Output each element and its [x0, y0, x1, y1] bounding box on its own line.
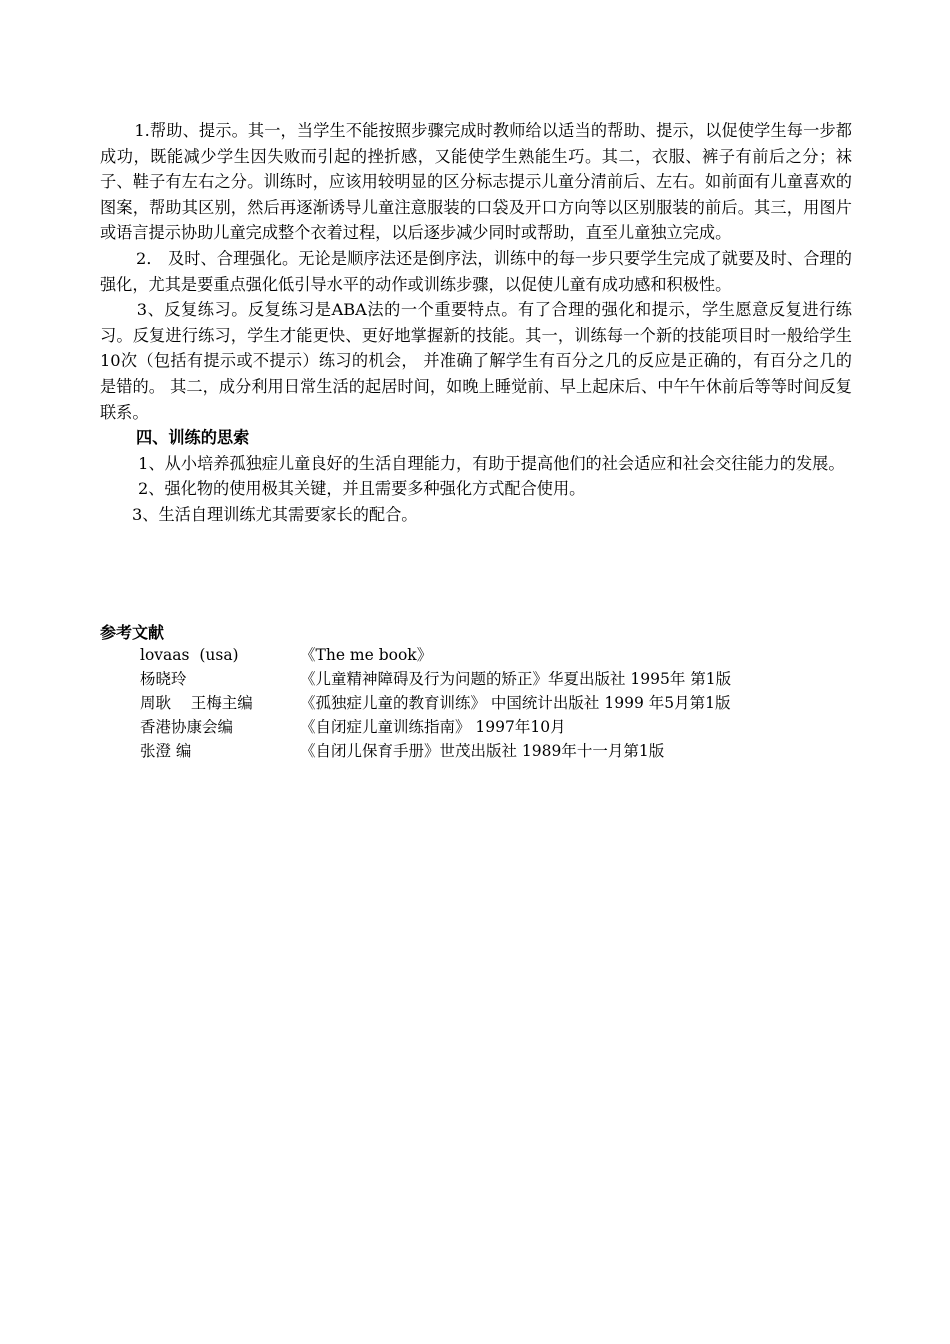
reference-row: [140, 643, 432, 667]
paragraph-prompting: 1.帮助、提示。其一，当学生不能按照步骤完成时教师给以适当的帮助、提示，以促使学生每一步都成功，既能减少学生因失败而引起的挫折感，又能使学生熟能生巧。其二，衣服、裤子有前后之分；袜子、鞋子有左右之分。训练时，应该用较明显的区分标志提示儿童分清前后、左右。如前面有儿童喜欢的图案，帮助其区别，然后再逐渐诱导儿童注意服装的口袋及开口方向等以区别服装的前后。其三，用图片或语言提示协助儿童完成整个衣着过程，以后逐步减少同时或帮助，直至儿童独立完成。: [100, 121, 852, 243]
reference-work: 《自闭儿保育手册》世茂出版社 1989年十一月第1版: [300, 742, 665, 760]
reference-author: 周耿 王梅主编: [140, 694, 253, 712]
reflection-item-1: 1、从小培养孤独症儿童良好的生活自理能力，有助于提高他们的社会适应和社会交往能力的发展。: [122, 453, 845, 473]
reference-work: 《儿童精神障碍及行为问题的矫正》华夏出版社 1995年 第1版: [300, 670, 732, 688]
section-heading-reflection: 四、训练的思索: [136, 428, 250, 448]
reference-author: 杨晓玲: [140, 670, 187, 688]
reference-row: [140, 667, 731, 691]
reference-author: 香港协康会编: [140, 718, 234, 736]
reflection-item-2: 2、强化物的使用极其关键，并且需要多种强化方式配合使用。: [138, 479, 586, 499]
paragraph-reinforcement: 2． 及时、合理强化。无论是顺序法还是倒序法，训练中的每一步只要学生完成了就要及时、合理的强化，尤其是要重点强化低引导水平的动作或训练步骤，以促使儿童有成功感和积极性。: [100, 248, 852, 294]
reflection-item-3: 3、生活自理训练尤其需要家长的配合。: [132, 504, 418, 524]
paragraph-repetition: 3、反复练习。反复练习是ABA法的一个重要特点。有了合理的强化和提示，学生愿意反复进行练习。反复进行练习，学生才能更快、更好地掌握新的技能。其一，训练每一个新的技能项目时一般给学生10次（包括有提示或不提示）练习的机会， 并准确了解学生有百分之几的反应是正确的，有百分之几的是错的。 其二，成分利用日常生活的起居时间，如晚上睡觉前、早上起床后、中午午休前后等等时间反复联系。: [100, 300, 852, 422]
reference-row: [140, 739, 664, 763]
reference-work: 《The me book》: [300, 646, 433, 664]
references-title: 参考文献: [100, 623, 165, 642]
reference-author: 张澄 编: [140, 742, 192, 760]
body-paragraphs: [100, 118, 852, 528]
reference-row: [140, 715, 566, 739]
reference-work: 《孤独症儿童的教育训练》 中国统计出版社 1999 年5月第1版: [300, 694, 731, 712]
reference-row: [140, 691, 730, 715]
reference-author: lovaas (usa): [140, 646, 239, 664]
reference-work: 《自闭症儿童训练指南》 1997年10月: [300, 718, 566, 736]
